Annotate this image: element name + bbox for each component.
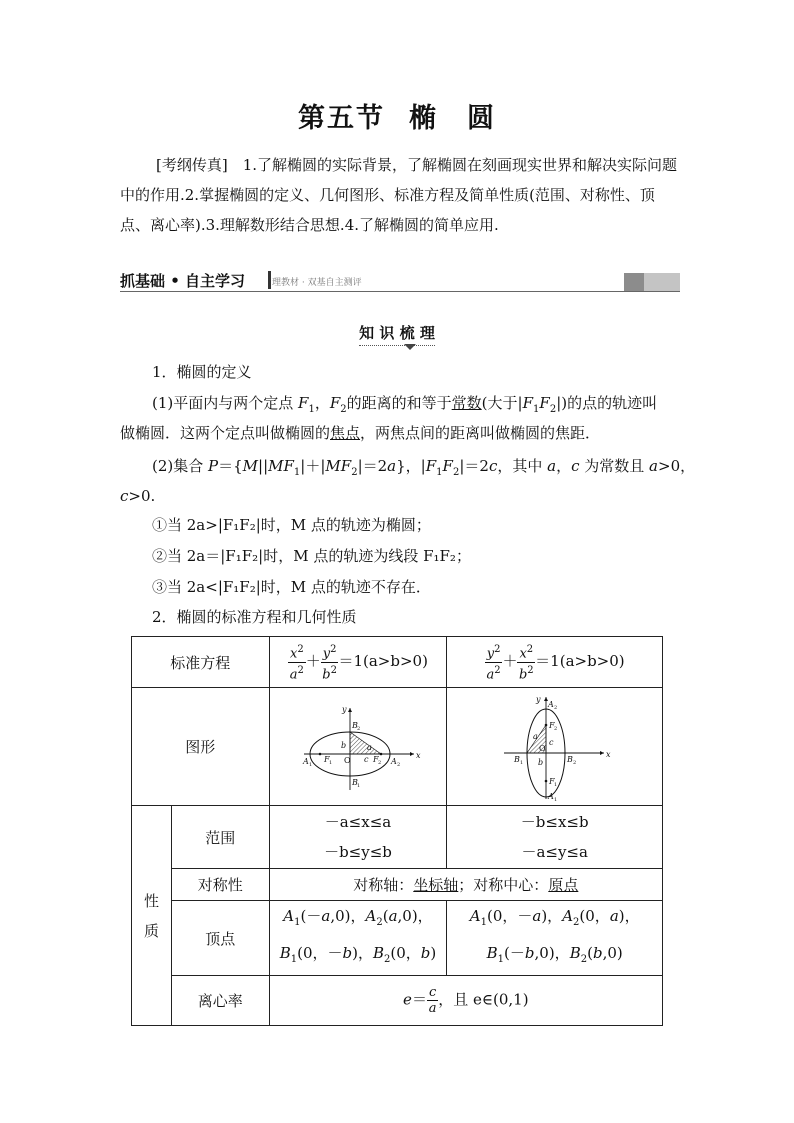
svg-text:2: 2 [377, 759, 382, 766]
svg-text:x: x [415, 750, 421, 760]
definition-para-2b: c>0. [120, 487, 156, 505]
banner-label: 抓基础 • 自主学习 [120, 272, 246, 290]
svg-text:A: A [302, 756, 309, 766]
svg-text:2: 2 [572, 759, 576, 766]
syllabus-intro: [考纲传真] 1.了解椭圆的实际背景，了解椭圆在刻画现实世界和解决实际问题中的作用.2.掌握椭圆的定义、几何图形、标准方程及简单性质(范围、对称性、顶点、离心率).3.理解数形结合思想.4.了解椭圆的简单应用. [120, 156, 678, 234]
banner-divider [268, 271, 271, 289]
svg-text:2: 2 [356, 725, 361, 732]
banner-rule [120, 291, 680, 292]
eccentricity-value: e＝ $\frac{c}{a}$ ，且 e∈(0,1) [269, 976, 662, 1026]
range-vertical: －b≤x≤b －a≤y≤a [447, 806, 663, 869]
svg-text:x: x [605, 749, 611, 759]
figure-vertical-ellipse [447, 688, 663, 806]
definition-para-1b: 做椭圆．这两个定点叫做椭圆的焦点，两焦点间的距离叫做椭圆的焦距． [120, 424, 601, 442]
svg-text:a: a [532, 731, 538, 741]
row-label-equation: 标准方程 [132, 637, 270, 688]
svg-text:F: F [372, 754, 379, 764]
svg-text:O: O [343, 755, 351, 765]
table-row [132, 901, 663, 976]
table-row [132, 806, 663, 869]
equation-horizontal: $\frac{x^2}{a^2}$ ＋ $\frac{y^2}{b^2}$ ＝1(a>b>0) [269, 637, 447, 688]
section-marker-icon [404, 344, 416, 350]
title-topic: 椭 圆 [409, 103, 496, 134]
table-row [132, 688, 663, 806]
svg-text:O: O [538, 743, 546, 753]
svg-text:b: b [537, 757, 543, 767]
banner-block-light [644, 273, 680, 291]
vertices-horizontal: $A_1(-a,0)$，$A_2(a,0)$， $B_1(0$，－b)，$B_2(0$，b) [269, 901, 447, 976]
svg-text:B: B [351, 777, 358, 787]
svg-text:A: A [547, 699, 554, 709]
banner-subtitle: 理教材 · 双基自主测评 [272, 278, 362, 288]
table-row [132, 976, 663, 1026]
figure-horizontal-ellipse [269, 688, 447, 806]
case-1: ①当 2a>|F₁F₂|时，M 点的轨迹为椭圆； [152, 516, 431, 534]
svg-text:1: 1 [328, 759, 333, 766]
svg-text:1: 1 [519, 759, 523, 766]
case-3: ③当 2a<|F₁F₂|时，M 点的轨迹不存在． [152, 578, 431, 596]
svg-text:1: 1 [308, 761, 313, 768]
svg-text:b: b [340, 740, 347, 750]
properties-heading: 2．椭圆的标准方程和几何性质 [152, 608, 357, 626]
svg-text:B: B [513, 754, 520, 764]
section-heading: 知 识 梳 理 [0, 322, 794, 343]
row-label-properties: 性 质 [132, 806, 172, 1026]
table-row [132, 637, 663, 688]
svg-text:F: F [548, 720, 555, 730]
svg-text:2: 2 [396, 761, 401, 768]
title-section: 第五节 [298, 103, 385, 134]
vertical-ellipse-diagram [500, 693, 610, 801]
svg-text:c: c [363, 754, 369, 764]
svg-text:F: F [548, 776, 555, 786]
table-row [132, 869, 663, 901]
svg-text:2: 2 [553, 725, 557, 732]
range-horizontal: －a≤x≤a －b≤y≤b [269, 806, 447, 869]
definition-para-2: (2)集合 $P=\{M||MF_1|+|MF_2|=2a\}$，$|F_1F_2|=2c$，其中 a，c 为常数且 a>0， [152, 457, 696, 478]
page-title [0, 96, 794, 135]
svg-text:A: A [390, 756, 397, 766]
svg-text:F: F [323, 754, 330, 764]
case-2: ②当 2a＝|F₁F₂|时，M 点的轨迹为线段 F₁F₂； [152, 547, 471, 565]
svg-text:B: B [351, 720, 358, 730]
row-label-range: 范围 [171, 806, 269, 869]
svg-text:1: 1 [553, 796, 557, 803]
svg-text:a: a [366, 742, 372, 752]
banner-block-dark [624, 273, 644, 291]
row-label-eccentricity: 离心率 [171, 976, 269, 1026]
row-label-figure: 图形 [132, 688, 270, 806]
definition-para-1: (1)平面内与两个定点 $F_1$，$F_2$的距离的和等于常数(大于$|F_1F_2|$)的点的轨迹叫 [152, 394, 658, 415]
properties-table [131, 636, 663, 1026]
svg-text:A: A [547, 791, 554, 801]
section-banner [120, 270, 680, 292]
svg-text:y: y [535, 694, 541, 704]
vertices-vertical: $A_1(0$，－a)，$A_2(0$，a)， $B_1(-b,0)$，$B_2(b,0)$ [447, 901, 663, 976]
symmetry-value: 对称轴：坐标轴；对称中心：原点 [269, 869, 662, 901]
horizontal-ellipse-diagram [298, 702, 421, 792]
row-label-vertex: 顶点 [171, 901, 269, 976]
definition-heading: 1．椭圆的定义 [152, 363, 252, 381]
equation-vertical: $\frac{y^2}{a^2}$ ＋ $\frac{x^2}{b^2}$ ＝1(a>b>0) [447, 637, 663, 688]
row-label-symmetry: 对称性 [171, 869, 269, 901]
svg-text:y: y [341, 704, 347, 714]
svg-text:2: 2 [553, 704, 557, 711]
svg-text:1: 1 [356, 782, 361, 789]
svg-text:B: B [566, 754, 573, 764]
svg-text:1: 1 [553, 781, 557, 788]
svg-text:c: c [548, 737, 554, 747]
